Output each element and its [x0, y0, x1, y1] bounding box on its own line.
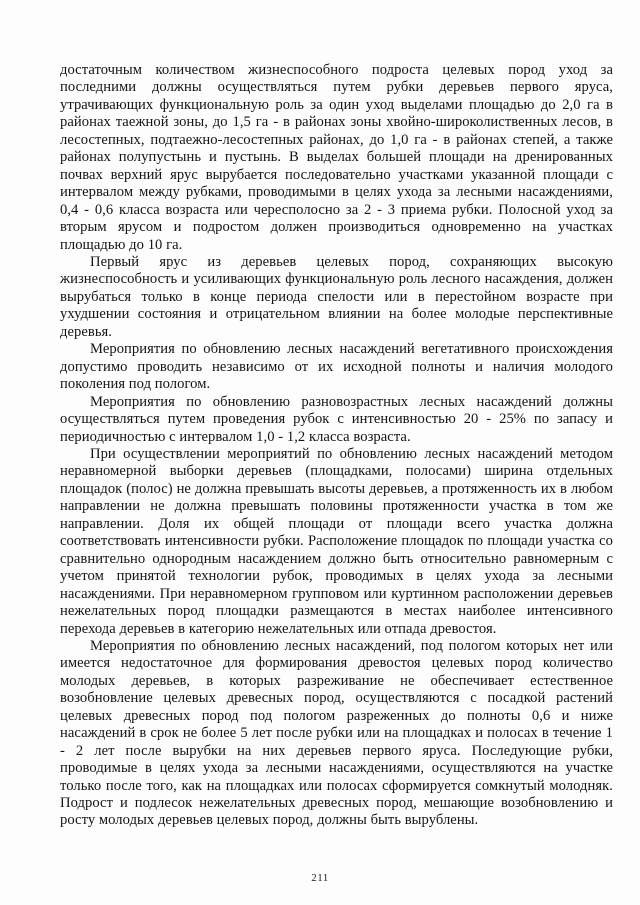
- page-number: 211: [311, 872, 329, 884]
- paragraph-planting-under-canopy: Мероприятия по обновлению лесных насаждений, под пологом которых нет или имеется недостаточное для формирования древостоя целевых пород количество молодых деревьев, в которых разреживание не обеспечивает естественное возобновление целевых древесных пород, осуществляются с посадкой растений целевых древесных пород под пологом разреженных до полноты 0,6 и ниже насаждений в срок не более 5 лет после рубки или на площадках и полосах в течение 1 - 2 лет после вырубки на них деревьев первого яруса. Последующие рубки, проводимые в целях ухода за лесными насаждениями, осуществляются на участке только после того, как на площадках или полосах сформируется сомкнутый молодняк. Подрост и подлесок нежелательных древесных пород, мешающие возобновлению и росту молодых деревьев целевых пород, должны быть вырублены.: [60, 637, 613, 829]
- document-body: [60, 62, 613, 830]
- paragraph-continuation: достаточным количеством жизнеспособного подроста целевых пород уход за последними должны осуществляться путем рубки деревьев первого яруса, утрачивающих функциональную роль за один уход выделами площадью до 2,0 га в районах таежной зоны, до 1,5 га - в районах зоны хвойно-широколиственных лесов, в лесостепных, подтаежно-лесостепных районах, до 1,0 га - в районах степей, а также районах полупустынь и пустынь. В выделах большей площади на дренированных почвах верхний ярус вырубается последовательно участками указанной площади с интервалом между рубками, проводимыми в целях ухода за лесными насаждениями, 0,4 - 0,6 класса возраста или чересполосно за 2 - 3 приема рубки. Полосной уход за вторым ярусом и подростом должен производиться одновременно на участках площадью до 10 га.: [60, 62, 613, 253]
- paragraph-uneven-selection: При осуществлении мероприятий по обновлению лесных насаждений методом неравномерной выборки деревьев (площадками, полосами) ширина отдельных площадок (полос) не должна превышать высоты деревьев, а протяженность их в любом направлении не должна превышать половины протяженности участка в том же направлении. Доля их общей площади от площади всего участка должна соответствовать интенсивности рубки. Расположение площадок по площади участка со сравнительно однородным насаждением должно быть относительно равномерным с учетом принятой технологии рубок, проводимых в целях ухода за лесными насаждениями. При неравномерном групповом или куртинном расположении деревьев нежелательных пород площадки размещаются в местах наиболее интенсивного перехода деревьев в категорию нежелательных или отпада древостоя.: [60, 445, 613, 637]
- paragraph-vegetative-origin: Мероприятия по обновлению лесных насаждений вегетативного происхождения допустимо проводить независимо от их исходной полноты и наличия молодого поколения под пологом.: [60, 341, 613, 393]
- paragraph-first-tier: Первый ярус из деревьев целевых пород, сохраняющих высокую жизнеспособность и усиливающих функциональную роль лесного насаждения, должен вырубаться только в конце периода спелости или в перестойном возрасте при ухудшении состояния и отрицательном влиянии на более молодые перспективные деревья.: [60, 253, 613, 340]
- paragraph-uneven-aged: Мероприятия по обновлению разновозрастных лесных насаждений должны осуществляться путем проведения рубок с интенсивностью 20 - 25% по запасу и периодичностью с интервалом 1,0 - 1,2 класса возраста.: [60, 393, 613, 445]
